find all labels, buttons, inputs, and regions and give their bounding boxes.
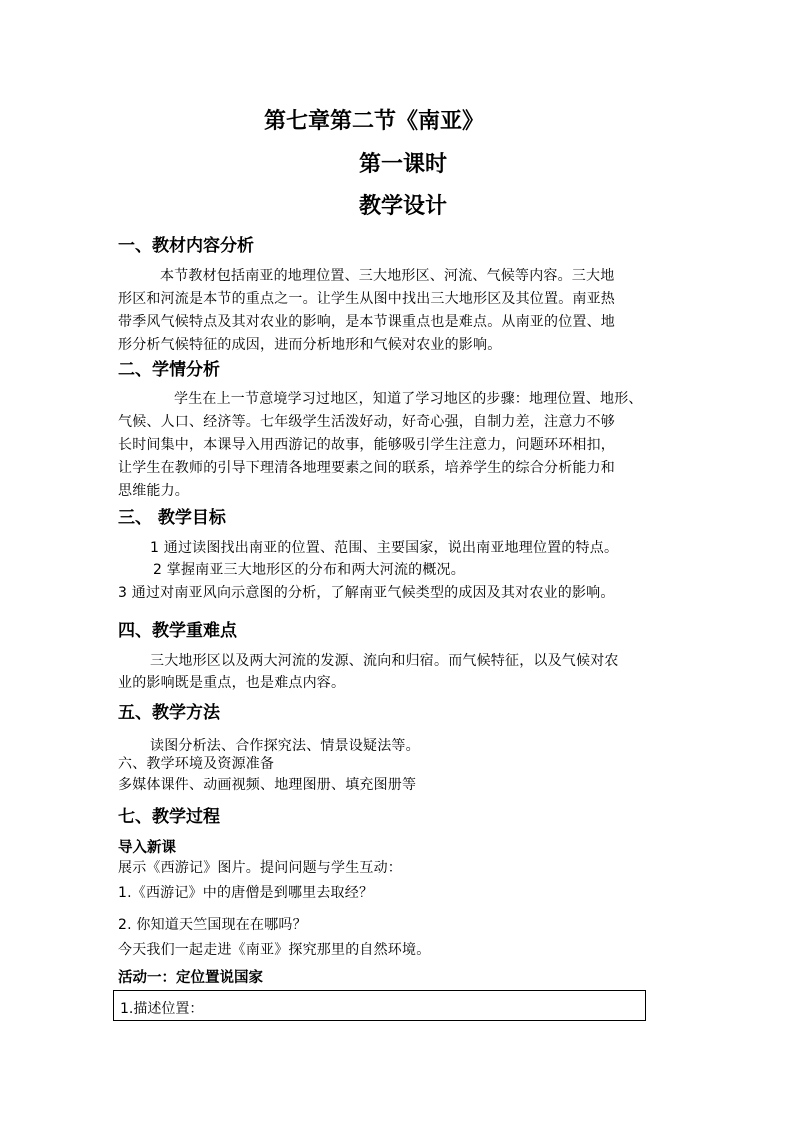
paragraph-line: 三大地形区以及两大河流的发源、流向和归宿。而气候特征，以及气候对农 — [150, 653, 619, 669]
section-heading-resources: 六、教学环境及资源准备 — [118, 756, 275, 772]
paragraph-line: 学生在上一节意境学习过地区，知道了学习地区的步骤：地理位置、地形、 — [174, 391, 643, 407]
question-item: 2. 你知道天竺国现在在哪吗？ — [118, 917, 307, 933]
objective-item: 1 通过读图找出南亚的位置、范围、主要国家，说出南亚地理位置的特点。 — [150, 540, 619, 556]
paragraph-line: 带季风气候特点及其对农业的影响，是本节课重点也是难点。从南亚的位置、地 — [118, 314, 615, 330]
question-item: 1.《西游记》中的唐僧是到哪里去取经？ — [118, 885, 374, 901]
paragraph-line: 今天我们一起走进《南亚》探究那里的自然环境。 — [118, 942, 431, 958]
paragraph-line: 长时间集中，本课导入用西游记的故事，能够吸引学生注意力，问题环环相扣， — [118, 437, 615, 453]
doc-subtitle-design: 教学设计 — [359, 193, 448, 219]
paragraph-line: 让学生在教师的引导下理清各地理要素之间的联系，培养学生的综合分析能力和 — [118, 460, 615, 476]
objective-item: 2 掌握南亚三大地形区的分布和两大河流的概况。 — [153, 562, 465, 578]
paragraph-line: 气候、人口、经济等。七年级学生活泼好动，好奇心强，自制力差，注意力不够 — [118, 414, 615, 430]
doc-title: 第七章第二节《南亚》 — [264, 108, 485, 134]
section-heading-content-analysis: 一、教材内容分析 — [118, 236, 254, 256]
activity-label: 活动一：定位置说国家 — [118, 970, 263, 986]
paragraph-line: 展示《西游记》图片。提问问题与学生互动： — [118, 860, 402, 876]
paragraph-line: 业的影响既是重点，也是难点内容。 — [118, 675, 346, 691]
paragraph-line: 思维能力。 — [118, 483, 189, 499]
section-heading-process: 七、教学过程 — [118, 807, 220, 827]
paragraph-line: 读图分析法、合作探究法、情景设疑法等。 — [150, 738, 420, 754]
section-heading-methods: 五、教学方法 — [118, 703, 220, 723]
objective-item: 3 通过对南亚风向示意图的分析，了解南亚气候类型的成因及其对农业的影响。 — [118, 585, 615, 601]
intro-label: 导入新课 — [118, 840, 176, 856]
box-text: 1.描述位置： — [120, 1001, 204, 1017]
paragraph-line: 本节教材包括南亚的地理位置、三大地形区、河流、气候等内容。三大地 — [160, 268, 615, 284]
section-heading-key-points: 四、教学重难点 — [118, 621, 237, 641]
section-heading-objectives: 三、 教学目标 — [118, 508, 226, 528]
position-description-box — [113, 990, 646, 1021]
section-heading-learner-analysis: 二、学情分析 — [118, 360, 220, 380]
paragraph-line: 多媒体课件、动画视频、地理图册、填充图册等 — [118, 777, 417, 793]
paragraph-line: 形区和河流是本节的重点之一。让学生从图中找出三大地形区及其位置。南亚热 — [118, 291, 615, 307]
paragraph-line: 形分析气候特征的成因，进而分析地形和气候对农业的影响。 — [118, 337, 502, 353]
doc-subtitle-lesson: 第一课时 — [359, 151, 448, 177]
